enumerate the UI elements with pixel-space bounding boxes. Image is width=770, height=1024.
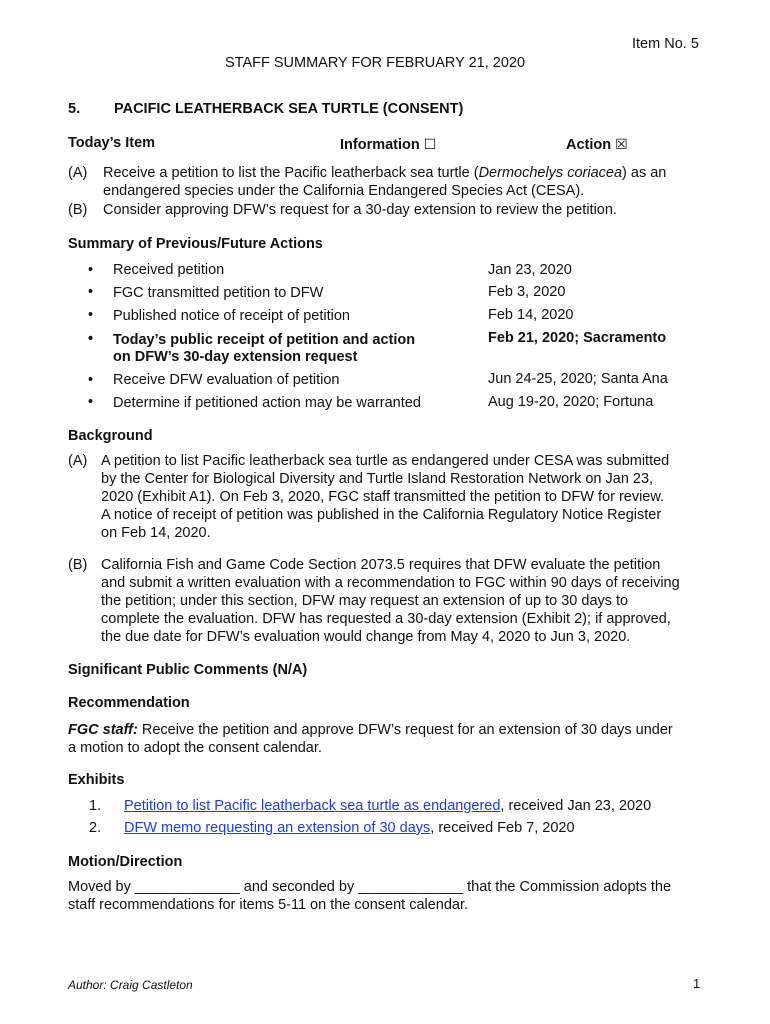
paragraph-line: the due date for DFW’s evaluation would change from May 4, 2020 to Jun 3, 2020. [101,629,631,645]
information-checkbox: ☐ [423,137,437,153]
information-option [340,136,436,154]
motion-line1: Moved by _____________ and seconded by _____________ that the Commission adopts the [68,879,672,895]
summary-action: Determine if petitioned action may be warranted [113,395,421,411]
summary-date: Feb 3, 2020 [488,284,566,300]
exhibit-2 [124,819,575,837]
item-a-marker: (A) [68,165,88,181]
summary-date: Aug 19-20, 2020; Fortuna [488,394,654,410]
recommendation-lead: FGC staff: [68,722,138,738]
action-checkbox: ☒ [615,137,628,153]
summary-action-today-line2: on DFW’s 30-day extension request [113,349,358,365]
paragraph-line: the petition; under this section, DFW may request an extension of up to 30 days to [101,593,629,609]
exhibit-1 [124,797,651,815]
summary-action: Receive DFW evaluation of petition [113,372,340,388]
bullet: • [88,307,94,323]
bullet: • [88,262,94,278]
item-number: Item No. 5 [632,36,699,52]
page-number: 1 [693,976,701,991]
action-label: Action [566,137,612,153]
motion-heading: Motion/Direction [68,854,183,870]
summary-heading: Summary of Previous/Future Actions [68,236,323,252]
paragraph-line: by the Center for Biological Diversity and Turtle Island Restoration Network on Jan 23, [101,471,654,487]
recommendation-line1 [68,721,673,739]
summary-action-today-line1: Today’s public receipt of petition and action [113,332,416,348]
bullet: • [88,372,94,388]
paragraph-line: A petition to list Pacific leatherback sea turtle as endangered under CESA was submitted [101,453,670,469]
summary-action: Published notice of receipt of petition [113,308,350,324]
bullet: • [88,284,94,300]
background-heading: Background [68,428,153,444]
summary-action: FGC transmitted petition to DFW [113,285,324,301]
recommendation-line2: a motion to adopt the consent calendar. [68,740,322,756]
page-title: PACIFIC LEATHERBACK SEA TURTLE (CONSENT) [114,101,464,117]
item-a-text: Receive a petition to list the Pacific leatherback sea turtle ( [103,165,479,181]
paragraph-line: A notice of receipt of petition was published in the California Regulatory Notice Register [101,507,662,523]
exhibit-1-number: 1. [89,798,102,814]
paragraph-line: 2020 (Exhibit A1). On Feb 3, 2020, FGC staff transmitted the petition to DFW for review. [101,489,665,505]
exhibit-2-link[interactable]: DFW memo requesting an extension of 30 days [124,820,431,836]
background-b-marker: (B) [68,557,88,573]
staff-summary-title: STAFF SUMMARY FOR FEBRUARY 21, 2020 [225,55,526,71]
summary-list [0,261,770,421]
exhibits-heading: Exhibits [68,772,125,788]
paragraph-line: California Fish and Game Code Section 2073.5 requires that DFW evaluate the petition [101,557,661,573]
recommendation-heading: Recommendation [68,695,190,711]
background-a-paragraph [101,452,741,542]
bullet: • [88,331,94,347]
item-number-label: 5. [68,101,81,117]
bullet: • [88,394,94,410]
paragraph-line: and submit a written evaluation with a recommendation to FGC within 90 days of receiving [101,575,680,591]
item-a-text-end: ) as an [622,165,667,181]
recommendation-text: Receive the petition and approve DFW’s request for an extension of 30 days under [137,722,673,738]
background-b-paragraph [101,556,741,646]
paragraph-line: complete the evaluation. DFW has requested a 30-day extension (Exhibit 2); if approved, [101,611,671,627]
exhibit-2-number: 2. [89,820,102,836]
exhibit-2-received: , received Feb 7, 2020 [430,820,575,836]
summary-date-today: Feb 21, 2020; Sacramento [488,330,667,346]
item-b-marker: (B) [68,202,88,218]
item-a-line2: endangered species under the California Endangered Species Act (CESA). [103,183,585,199]
exhibit-1-link[interactable]: Petition to list Pacific leatherback sea turtle as endangered [124,798,501,814]
paragraph-line: on Feb 14, 2020. [101,525,211,541]
item-b-text: Consider approving DFW’s request for a 30-day extension to review the petition. [103,202,617,218]
summary-action: Received petition [113,262,225,278]
summary-date: Jan 23, 2020 [488,262,572,278]
summary-date: Feb 14, 2020 [488,307,574,323]
action-option [566,136,628,154]
item-a-line1 [103,164,666,182]
summary-date: Jun 24-25, 2020; Santa Ana [488,371,668,387]
todays-item-heading: Today’s Item [68,135,156,151]
author: Author: Craig Castleton [68,978,193,992]
species-name: Dermochelys coriacea [478,165,623,181]
motion-line2: staff recommendations for items 5-11 on the consent calendar. [68,897,469,913]
exhibit-1-received: , received Jan 23, 2020 [500,798,652,814]
information-label: Information [340,137,420,153]
comments-heading: Significant Public Comments (N/A) [68,662,308,678]
background-a-marker: (A) [68,453,88,469]
